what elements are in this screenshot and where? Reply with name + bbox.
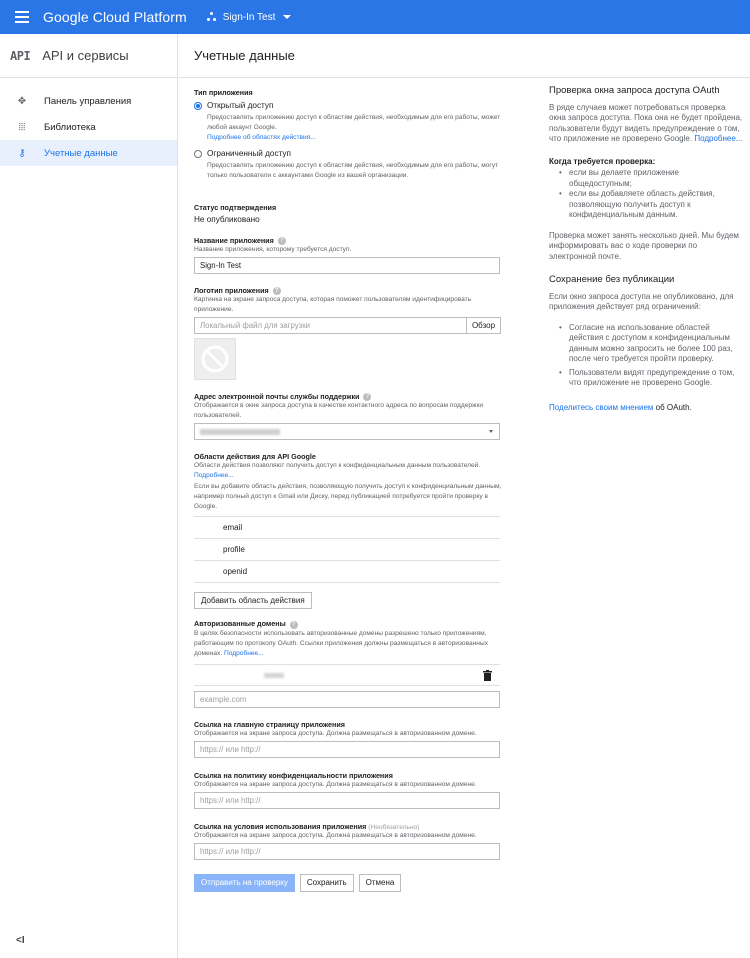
support-email-help: Отображается в окне запроса доступа в качестве контактного адреса по вопросам поддержки пользователей. [194,402,484,420]
app-type-label: Тип приложения [194,88,253,97]
sidebar-item-library[interactable] [0,114,177,140]
sidebar-item-label: Учетные данные [44,147,118,159]
info-title-unpublished: Сохранение без публикации [549,274,675,285]
help-icon[interactable]: ? [273,287,281,295]
logo-upload-row [194,317,506,334]
status-value: Не опубликовано [194,215,260,224]
info-unpublished-text: Если окно запроса доступа не опубликовано, для приложения действует ряд ограничений: [549,291,734,311]
list-item: • Согласие на использование областей действия с доступом к конфиденциальным данным можно запросить не более 100 раз, после чего требуется пройти проверку. [559,323,744,365]
logo-label [194,286,506,295]
no-image-icon [200,344,230,374]
dashboard-icon: ✥ [17,95,27,107]
radio-restricted-help: Предоставлять приложению доступ к областям действия, необходимым для его работы, могут только пользователи с аккаунтами Google из вашей организации. [207,162,499,179]
info-when-list [549,168,744,221]
project-icon [207,12,217,22]
logo-label-text: Логотип приложения [194,286,269,296]
privacy-label: Ссылка на политику конфиденциальности приложения [194,770,393,780]
domain-input[interactable]: example.com [194,691,500,708]
status-label: Статус подтверждения [194,203,277,212]
scope-item-email: email [194,517,500,539]
sidebar-title: API и сервисы [42,48,129,63]
scope-item-openid: openid [194,561,500,583]
scopes-label: Области действия для API Google [194,452,316,462]
blurred-email [200,429,280,435]
privacy-input[interactable]: https:// или http:// [194,792,500,809]
radio-public[interactable] [194,101,506,143]
library-icon: ⦙⦙⦙ [18,121,26,133]
radio-restricted-icon[interactable] [194,150,202,158]
support-email-section [194,392,506,401]
info-limits-list [549,323,744,389]
project-selector[interactable] [207,12,292,23]
logo-placeholder-image [194,338,236,380]
api-logo-icon: API [10,48,31,63]
dropdown-arrow-icon [489,430,493,433]
radio-public-title: Открытый доступ [207,101,274,110]
tos-optional: (Необязательно) [368,823,420,831]
scope-item-profile: profile [194,539,500,561]
add-scope-button[interactable]: Добавить область действия [194,592,312,609]
scopes-help [194,461,506,481]
domain-row [194,664,500,686]
feedback-rest: об OAuth. [653,402,692,412]
scopes-warning: Если вы добавите область действия, позволяющую получить доступ к конфиденциальным данным, например полный доступ к Gmail или Диску, перед публикацией потребуется пройти проверку в Google. [194,483,502,511]
homepage-help: Отображается на экране запроса доступа. Должна размещаться в авторизованном домене. [194,729,477,737]
brand-title[interactable]: Google Cloud Platform [43,9,187,25]
info-feedback [549,403,744,414]
sidebar [0,34,178,958]
help-icon[interactable]: ? [290,621,298,629]
list-item: • если вы делаете приложение общедоступным; [559,168,744,189]
domains-label: Авторизованные домены [194,619,286,629]
info-verification-text [549,103,744,145]
save-button[interactable]: Сохранить [300,874,354,892]
info-verification-body: В ряде случаев может потребоваться проверка окна запроса доступа. Пока она не будет пройдена, пользователи будут видеть предупреждение о том, что приложение не проверено Google. [549,102,743,143]
sidebar-header [0,34,177,78]
chevron-down-icon [283,15,291,19]
top-app-bar [0,0,750,34]
page-title: Учетные данные [179,34,750,78]
domains-section [194,619,506,628]
radio-restricted-title: Ограниченный доступ [207,149,291,158]
homepage-input[interactable]: https:// или http:// [194,741,500,758]
browse-button[interactable]: Обзор [467,317,501,334]
feedback-link[interactable]: Поделитесь своим мнением [549,402,654,412]
radio-restricted[interactable] [194,149,506,181]
sidebar-item-label: Библиотека [44,121,96,133]
sidebar-item-label: Панель управления [44,95,132,107]
cancel-button[interactable]: Отмена [359,874,402,892]
radio-public-icon[interactable] [194,102,202,110]
info-when-title: Когда требуется проверка: [549,156,656,166]
info-more-link[interactable]: Подробнее... [694,134,743,143]
scopes-list [194,516,500,583]
tos-section [194,822,506,831]
consent-screen-form [194,78,506,892]
blurred-domain [264,673,284,678]
domains-help [194,629,506,659]
list-item: • если вы добавляете область действия, позволяющую получить доступ к конфиденциальным данным. [559,189,744,221]
menu-icon[interactable] [15,11,29,23]
help-icon[interactable]: ? [363,393,371,401]
logo-help: Картинка на экране запроса доступа, которая поможет пользователям идентифицировать приложение. [194,296,472,314]
info-title-verification: Проверка окна запроса доступа OAuth [549,85,720,96]
form-actions [194,874,506,892]
submit-for-review-button[interactable]: Отправить на проверку [194,874,295,892]
list-item: • Пользователи видят предупреждение о том, что приложение не проверено Google. [559,368,744,389]
app-name-section [194,236,506,245]
tos-input[interactable]: https:// или http:// [194,843,500,860]
scopes-more-link[interactable]: Подробнее... [194,472,234,480]
key-icon: ⚷ [18,147,26,159]
domains-more-link[interactable]: Подробнее... [224,649,264,657]
info-panel [549,86,744,413]
domains-help-text: В целях безопасности использовать авторизованные домены разрешено только приложениям, работающим по протоколу OAuth. Ссылки приложения должны размещаться в авторизованных доменах. [194,629,488,657]
support-email-label: Адрес электронной почты службы поддержки [194,392,360,402]
app-name-help: Название приложения, которому требуется доступ. [194,246,352,254]
info-duration-text: Проверка может занять несколько дней. Мы будем информировать вас о ходе проверки по электронной почте. [549,230,739,261]
scopes-help-text: Области действия позволяют получить доступ к конфиденциальным данным пользователей. [194,462,481,470]
support-email-select[interactable] [194,423,500,440]
logo-file-input[interactable]: Локальный файл для загрузки [194,317,467,334]
sidebar-item-credentials[interactable] [0,140,177,166]
app-name-input[interactable]: Sign-In Test [194,257,500,274]
tos-help: Отображается на экране запроса доступа. Должна размещаться в авторизованном домене. [194,831,477,839]
help-icon[interactable]: ? [278,237,286,245]
radio-public-help: Предоставлять приложению доступ к областям действия, необходимым для его работы, может любой аккаунт Google. [207,114,501,131]
scopes-more-link[interactable]: Подробнее об областях действия... [207,134,316,141]
project-name: Sign-In Test [222,11,276,23]
app-name-label: Название приложения [194,236,274,245]
privacy-help: Отображается на экране запроса доступа. Должна размещаться в авторизованном домене. [194,780,477,788]
collapse-sidebar-icon[interactable]: <I [16,935,25,946]
sidebar-item-dashboard[interactable] [0,88,177,114]
tos-label: Ссылка на условия использования приложения [194,821,367,831]
homepage-label: Ссылка на главную страницу приложения [194,719,345,729]
delete-icon[interactable] [483,670,492,681]
